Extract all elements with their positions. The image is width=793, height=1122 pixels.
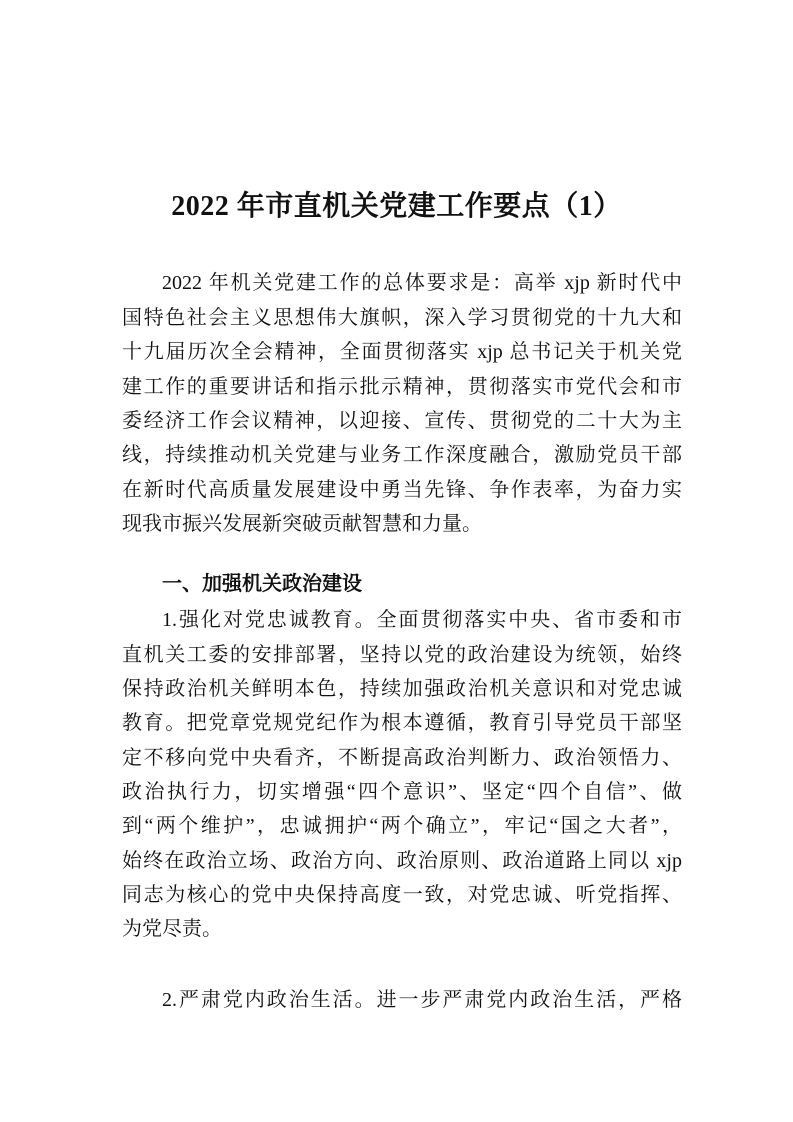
text-line: 2.严肃党内政治生活。进一步严肃党内政治生活，严格: [162, 989, 682, 1011]
text-line: 政治执行力，切实增强“四个意识”、坚定“四个自信”、做: [122, 781, 682, 803]
text-line: 委经济工作会议精神，以迎接、宣传、贯彻党的二十大为主: [122, 410, 682, 432]
text-line: 到“两个维护”，忠诚拥护“两个确立”，牢记“国之大者”，: [122, 815, 682, 837]
text-line: 在新时代高质量发展建设中勇当先锋、争作表率，为奋力实: [122, 479, 682, 501]
text-line: 保持政治机关鲜明本色，持续加强政治机关意识和对党忠诚: [122, 678, 682, 700]
text-line: 定不移向党中央看齐，不断提高政治判断力、政治领悟力、: [122, 747, 682, 769]
text-line: 同志为核心的党中央保持高度一致，对党忠诚、听党指挥、: [122, 884, 682, 906]
text-line: 现我市振兴发展新突破贡献智慧和力量。: [122, 513, 482, 535]
document-title: 2022 年市直机关党建工作要点（1）: [171, 191, 622, 222]
text-line: 教育。把党章党规党纪作为根本遵循，教育引导党员干部坚: [122, 712, 682, 734]
text-line: 国特色社会主义思想伟大旗帜，深入学习贯彻党的十九大和: [122, 307, 682, 329]
text-line: 十九届历次全会精神，全面贯彻落实 xjp 总书记关于机关党: [122, 341, 682, 363]
text-line: 始终在政治立场、政治方向、政治原则、政治道路上同以 xjp: [122, 850, 682, 872]
text-line: 1.强化对党忠诚教育。全面贯彻落实中央、省市委和市: [162, 609, 682, 631]
text-line: 2022 年机关党建工作的总体要求是：高举 xjp 新时代中: [162, 272, 682, 294]
text-line: 建工作的重要讲话和指示批示精神，贯彻落实市党代会和市: [122, 376, 682, 398]
section-heading: 一、加强机关政治建设: [162, 573, 362, 595]
text-line: 直机关工委的安排部署，坚持以党的政治建设为统领，始终: [122, 644, 682, 666]
text-line: 为党尽责。: [122, 918, 222, 940]
text-line: 线，持续推动机关党建与业务工作深度融合，激励党员干部: [122, 444, 682, 466]
